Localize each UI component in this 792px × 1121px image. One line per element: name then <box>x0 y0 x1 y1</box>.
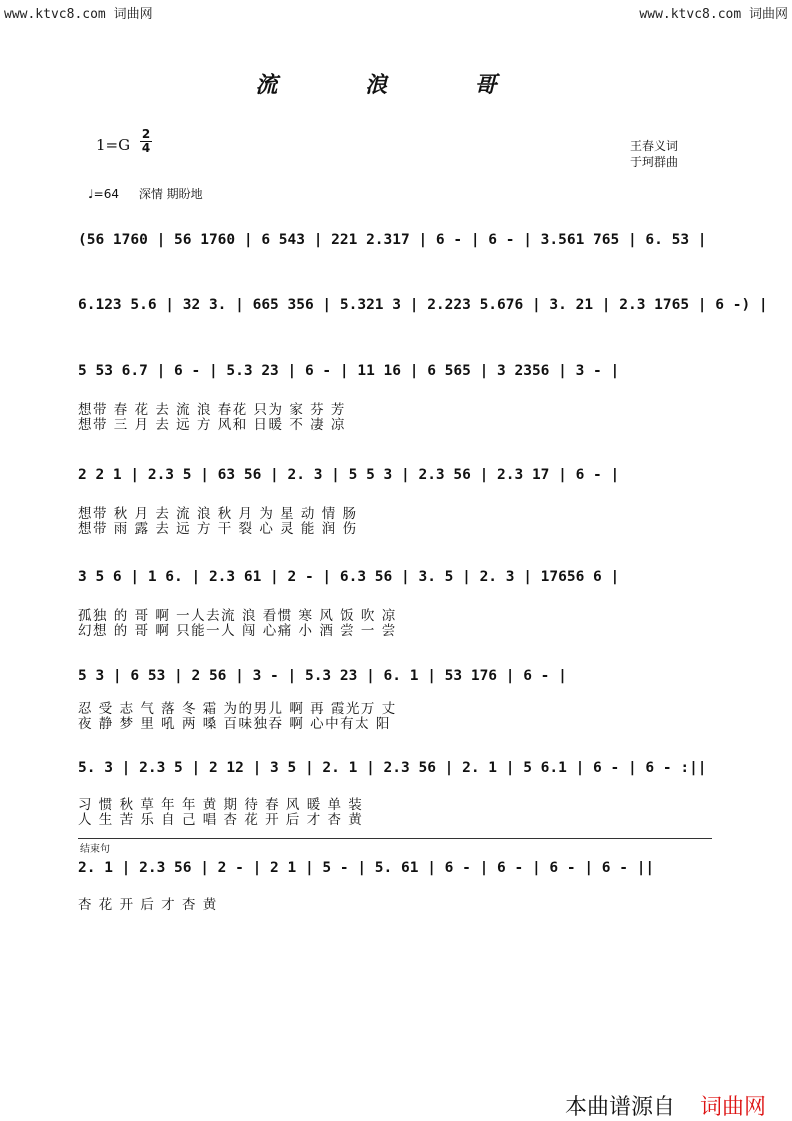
notation-line-1: (56 1760 | 56 1760 | 6 543 | 221 2.317 | 6 - | 6 - | 3.561 765 | 6. 53 | <box>78 232 707 248</box>
lyrics-line-6b: 夜 静 梦 里 吼 两 嗓 百味独吞 啊 心中有太 阳 <box>78 716 391 732</box>
tempo: ♩=64 <box>88 187 119 201</box>
notation-line-4: 2 2 1 | 2.3 5 | 63 56 | 2. 3 | 5 5 3 | 2.3 56 | 2.3 17 | 6 - | <box>78 467 620 483</box>
watermark-left: www.ktvc8.com 词曲网 <box>4 7 153 22</box>
credits <box>630 138 678 170</box>
lyrics-line-3a: 想带 春 花 去 流 浪 春花 只为 家 芬 芳 <box>78 402 346 418</box>
lyrics-line-4b: 想带 雨 露 去 远 方 干 裂 心 灵 能 润 伤 <box>78 521 358 537</box>
key-signature: 1=G <box>96 136 131 154</box>
time-signature <box>140 128 152 155</box>
composer: 于珂群曲 <box>630 155 679 169</box>
lyrics-line-7a: 习 惯 秋 草 年 年 黄 期 待 春 风 暖 单 装 <box>78 797 364 813</box>
notation-line-2: 6.123 5.6 | 32 3. | 665 356 | 5.321 3 | 2.223 5.676 | 3. 21 | 2.3 1765 | 6 -) | <box>78 297 768 313</box>
song-title: 流 浪 哥 <box>255 72 537 98</box>
time-signature-top: 2 <box>141 127 151 141</box>
ending-label: 结束句 <box>80 844 110 855</box>
notation-line-3: 5 53 6.7 | 6 - | 5.3 23 | 6 - | 11 16 | 6 565 | 3 2356 | 3 - | <box>78 363 620 379</box>
lyrics-line-7b: 人 生 苦 乐 自 己 唱 杏 花 开 后 才 杏 黄 <box>78 812 364 828</box>
time-signature-bottom: 4 <box>141 141 151 155</box>
lyrics-line-3b: 想带 三 月 去 远 方 风和 日暖 不 凄 凉 <box>78 417 346 433</box>
notation-line-6: 5 3 | 6 53 | 2 56 | 3 - | 5.3 23 | 6. 1 | 53 176 | 6 - | <box>78 668 567 684</box>
mood: 深情 期盼地 <box>138 187 203 201</box>
lyrics-line-4a: 想带 秋 月 去 流 浪 秋 月 为 星 动 情 肠 <box>78 506 358 522</box>
tempo-marking <box>88 185 203 202</box>
lyricist: 王春义词 <box>630 139 679 153</box>
lyrics-line-8: 杏 花 开 后 才 杏 黄 <box>78 897 218 913</box>
notation-line-7: 5. 3 | 2.3 5 | 2 12 | 3 5 | 2. 1 | 2.3 56 | 2. 1 | 5 6.1 | 6 - | 6 - :|| <box>78 760 707 776</box>
footer <box>565 1090 766 1121</box>
watermark-right: www.ktvc8.com 词曲网 <box>639 7 788 22</box>
footer-source-label: 本曲谱源自 <box>565 1095 676 1120</box>
lyrics-line-5b: 幻想 的 哥 啊 只能一人 闯 心痛 小 酒 尝 一 尝 <box>78 623 397 639</box>
notation-line-8: 2. 1 | 2.3 56 | 2 - | 2 1 | 5 - | 5. 61 | 6 - | 6 - | 6 - | 6 - || <box>78 860 655 876</box>
lyrics-line-5a: 孤独 的 哥 啊 一人去流 浪 看惯 寒 风 饭 吹 凉 <box>78 608 397 624</box>
notation-line-5: 3 5 6 | 1 6. | 2.3 61 | 2 - | 6.3 56 | 3. 5 | 2. 3 | 17656 6 | <box>78 569 620 585</box>
footer-brand[interactable]: 词曲网 <box>700 1095 767 1120</box>
lyrics-line-6a: 忍 受 志 气 落 冬 霜 为的男儿 啊 再 霞光万 丈 <box>78 701 397 717</box>
